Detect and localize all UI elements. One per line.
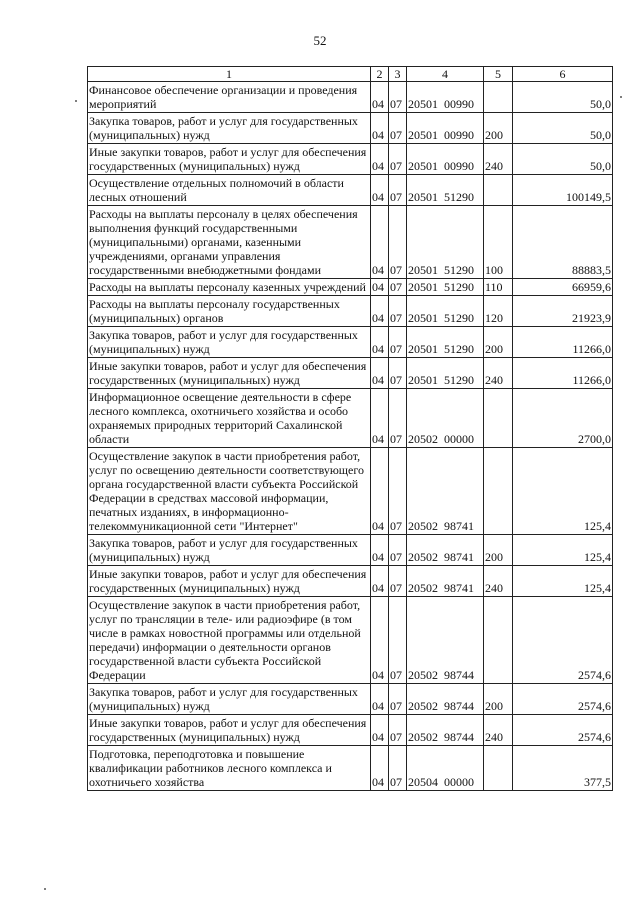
table-row bbox=[88, 358, 613, 389]
expense-name-cell: Осуществление закупок в части приобретения работ, услуг по освещению деятельности соответствующего органа государственной власти субъекта Российской Федерации в средствах массовой информации, печатных изданиях, в информационно-телекоммуникационной сети "Интернет" bbox=[88, 448, 371, 535]
subsection-code-cell: 07 bbox=[389, 206, 407, 279]
table-row bbox=[88, 448, 613, 535]
section-code-cell: 04 bbox=[371, 746, 389, 791]
subsection-code-cell: 07 bbox=[389, 175, 407, 206]
section-code-cell: 04 bbox=[371, 358, 389, 389]
target-article-code-cell: 20501 51290 bbox=[407, 279, 484, 296]
amount-cell: 125,4 bbox=[513, 535, 613, 566]
expense-type-code-cell bbox=[484, 746, 513, 791]
amount-cell: 2574,6 bbox=[513, 684, 613, 715]
subsection-code-cell: 07 bbox=[389, 448, 407, 535]
section-code-cell: 04 bbox=[371, 684, 389, 715]
amount-cell: 125,4 bbox=[513, 448, 613, 535]
target-article-code-cell: 20501 51290 bbox=[407, 327, 484, 358]
expense-type-code-cell: 200 bbox=[484, 684, 513, 715]
amount-cell: 11266,0 bbox=[513, 358, 613, 389]
subsection-code-cell: 07 bbox=[389, 144, 407, 175]
amount-cell: 11266,0 bbox=[513, 327, 613, 358]
section-code-cell: 04 bbox=[371, 175, 389, 206]
table-row bbox=[88, 597, 613, 684]
header-cell-4: 4 bbox=[407, 67, 484, 82]
target-article-code-cell: 20501 00990 bbox=[407, 113, 484, 144]
section-code-cell: 04 bbox=[371, 82, 389, 113]
subsection-code-cell: 07 bbox=[389, 279, 407, 296]
amount-cell: 88883,5 bbox=[513, 206, 613, 279]
target-article-code-cell: 20502 98741 bbox=[407, 566, 484, 597]
target-article-code-cell: 20501 51290 bbox=[407, 358, 484, 389]
subsection-code-cell: 07 bbox=[389, 746, 407, 791]
header-cell-5: 5 bbox=[484, 67, 513, 82]
expense-type-code-cell: 240 bbox=[484, 715, 513, 746]
section-code-cell: 04 bbox=[371, 448, 389, 535]
amount-cell: 2700,0 bbox=[513, 389, 613, 448]
table-row bbox=[88, 389, 613, 448]
expense-type-code-cell: 120 bbox=[484, 296, 513, 327]
expense-name-cell: Иные закупки товаров, работ и услуг для обеспечения государственных (муниципальных) нужд bbox=[88, 358, 371, 389]
table-header-row bbox=[88, 67, 613, 82]
section-code-cell: 04 bbox=[371, 206, 389, 279]
page-number: 52 bbox=[313, 33, 327, 48]
expense-type-code-cell bbox=[484, 597, 513, 684]
section-code-cell: 04 bbox=[371, 113, 389, 144]
expense-type-code-cell: 100 bbox=[484, 206, 513, 279]
expense-type-code-cell: 240 bbox=[484, 358, 513, 389]
subsection-code-cell: 07 bbox=[389, 327, 407, 358]
amount-cell: 377,5 bbox=[513, 746, 613, 791]
expense-name-cell: Подготовка, переподготовка и повышение квалификации работников лесного комплекса и охотничьего хозяйства bbox=[88, 746, 371, 791]
table-row bbox=[88, 279, 613, 296]
table-row bbox=[88, 715, 613, 746]
table-row bbox=[88, 746, 613, 791]
table-row bbox=[88, 296, 613, 327]
section-code-cell: 04 bbox=[371, 296, 389, 327]
expense-name-cell: Закупка товаров, работ и услуг для государственных (муниципальных) нужд bbox=[88, 535, 371, 566]
expense-type-code-cell bbox=[484, 175, 513, 206]
header-cell-1: 1 bbox=[88, 67, 371, 82]
expense-type-code-cell bbox=[484, 389, 513, 448]
subsection-code-cell: 07 bbox=[389, 389, 407, 448]
subsection-code-cell: 07 bbox=[389, 535, 407, 566]
subsection-code-cell: 07 bbox=[389, 597, 407, 684]
expense-name-cell: Расходы на выплаты персоналу в целях обеспечения выполнения функций государственными (муниципальными) органами, казенными учреждениями, органами управления государственными внебюджетными фондами bbox=[88, 206, 371, 279]
table-row bbox=[88, 113, 613, 144]
expense-type-code-cell: 200 bbox=[484, 113, 513, 144]
table-row bbox=[88, 175, 613, 206]
expense-name-cell: Иные закупки товаров, работ и услуг для обеспечения государственных (муниципальных) нужд bbox=[88, 566, 371, 597]
expense-name-cell: Закупка товаров, работ и услуг для государственных (муниципальных) нужд bbox=[88, 327, 371, 358]
target-article-code-cell: 20502 98741 bbox=[407, 535, 484, 566]
section-code-cell: 04 bbox=[371, 144, 389, 175]
table-row bbox=[88, 327, 613, 358]
table-row bbox=[88, 206, 613, 279]
section-code-cell: 04 bbox=[371, 597, 389, 684]
scan-speck bbox=[620, 96, 622, 98]
header-cell-3: 3 bbox=[389, 67, 407, 82]
expense-name-cell: Иные закупки товаров, работ и услуг для обеспечения государственных (муниципальных) нужд bbox=[88, 715, 371, 746]
target-article-code-cell: 20501 51290 bbox=[407, 296, 484, 327]
expense-name-cell: Расходы на выплаты персоналу казенных учреждений bbox=[88, 279, 371, 296]
expense-type-code-cell bbox=[484, 448, 513, 535]
target-article-code-cell: 20502 98741 bbox=[407, 448, 484, 535]
section-code-cell: 04 bbox=[371, 535, 389, 566]
expense-type-code-cell: 200 bbox=[484, 535, 513, 566]
subsection-code-cell: 07 bbox=[389, 296, 407, 327]
expense-type-code-cell: 240 bbox=[484, 144, 513, 175]
subsection-code-cell: 07 bbox=[389, 715, 407, 746]
expense-type-code-cell bbox=[484, 82, 513, 113]
expense-name-cell: Расходы на выплаты персоналу государственных (муниципальных) органов bbox=[88, 296, 371, 327]
amount-cell: 2574,6 bbox=[513, 597, 613, 684]
scan-speck bbox=[44, 888, 46, 890]
section-code-cell: 04 bbox=[371, 389, 389, 448]
amount-cell: 50,0 bbox=[513, 113, 613, 144]
section-code-cell: 04 bbox=[371, 327, 389, 358]
expense-name-cell: Информационное освещение деятельности в сфере лесного комплекса, охотничьего хозяйства и особо охраняемых природных территорий Сахалинской области bbox=[88, 389, 371, 448]
budget-table bbox=[87, 66, 613, 791]
expense-name-cell: Осуществление отдельных полномочий в области лесных отношений bbox=[88, 175, 371, 206]
expense-name-cell: Осуществление закупок в части приобретения работ, услуг по трансляции в теле- или радиоэфире (в том числе в рамках новостной программы или отдельной передачи) информации о деятельности органов государственной власти субъекта Российской Федерации bbox=[88, 597, 371, 684]
subsection-code-cell: 07 bbox=[389, 113, 407, 144]
amount-cell: 50,0 bbox=[513, 144, 613, 175]
target-article-code-cell: 20501 51290 bbox=[407, 175, 484, 206]
header-cell-2: 2 bbox=[371, 67, 389, 82]
amount-cell: 50,0 bbox=[513, 82, 613, 113]
expense-name-cell: Закупка товаров, работ и услуг для государственных (муниципальных) нужд bbox=[88, 684, 371, 715]
amount-cell: 125,4 bbox=[513, 566, 613, 597]
target-article-code-cell: 20501 00990 bbox=[407, 144, 484, 175]
amount-cell: 100149,5 bbox=[513, 175, 613, 206]
table-row bbox=[88, 82, 613, 113]
section-code-cell: 04 bbox=[371, 566, 389, 597]
target-article-code-cell: 20501 00990 bbox=[407, 82, 484, 113]
target-article-code-cell: 20502 98744 bbox=[407, 684, 484, 715]
amount-cell: 2574,6 bbox=[513, 715, 613, 746]
subsection-code-cell: 07 bbox=[389, 82, 407, 113]
expense-type-code-cell: 110 bbox=[484, 279, 513, 296]
table-row bbox=[88, 535, 613, 566]
subsection-code-cell: 07 bbox=[389, 566, 407, 597]
expense-name-cell: Иные закупки товаров, работ и услуг для обеспечения государственных (муниципальных) нужд bbox=[88, 144, 371, 175]
target-article-code-cell: 20504 00000 bbox=[407, 746, 484, 791]
target-article-code-cell: 20502 98744 bbox=[407, 597, 484, 684]
target-article-code-cell: 20501 51290 bbox=[407, 206, 484, 279]
target-article-code-cell: 20502 98744 bbox=[407, 715, 484, 746]
amount-cell: 21923,9 bbox=[513, 296, 613, 327]
table-row bbox=[88, 684, 613, 715]
table-row bbox=[88, 566, 613, 597]
expense-name-cell: Закупка товаров, работ и услуг для государственных (муниципальных) нужд bbox=[88, 113, 371, 144]
target-article-code-cell: 20502 00000 bbox=[407, 389, 484, 448]
subsection-code-cell: 07 bbox=[389, 684, 407, 715]
expense-type-code-cell: 200 bbox=[484, 327, 513, 358]
scan-speck bbox=[75, 100, 77, 102]
section-code-cell: 04 bbox=[371, 279, 389, 296]
expense-type-code-cell: 240 bbox=[484, 566, 513, 597]
expense-name-cell: Финансовое обеспечение организации и проведения мероприятий bbox=[88, 82, 371, 113]
header-cell-6: 6 bbox=[513, 67, 613, 82]
section-code-cell: 04 bbox=[371, 715, 389, 746]
table-row bbox=[88, 144, 613, 175]
subsection-code-cell: 07 bbox=[389, 358, 407, 389]
amount-cell: 66959,6 bbox=[513, 279, 613, 296]
